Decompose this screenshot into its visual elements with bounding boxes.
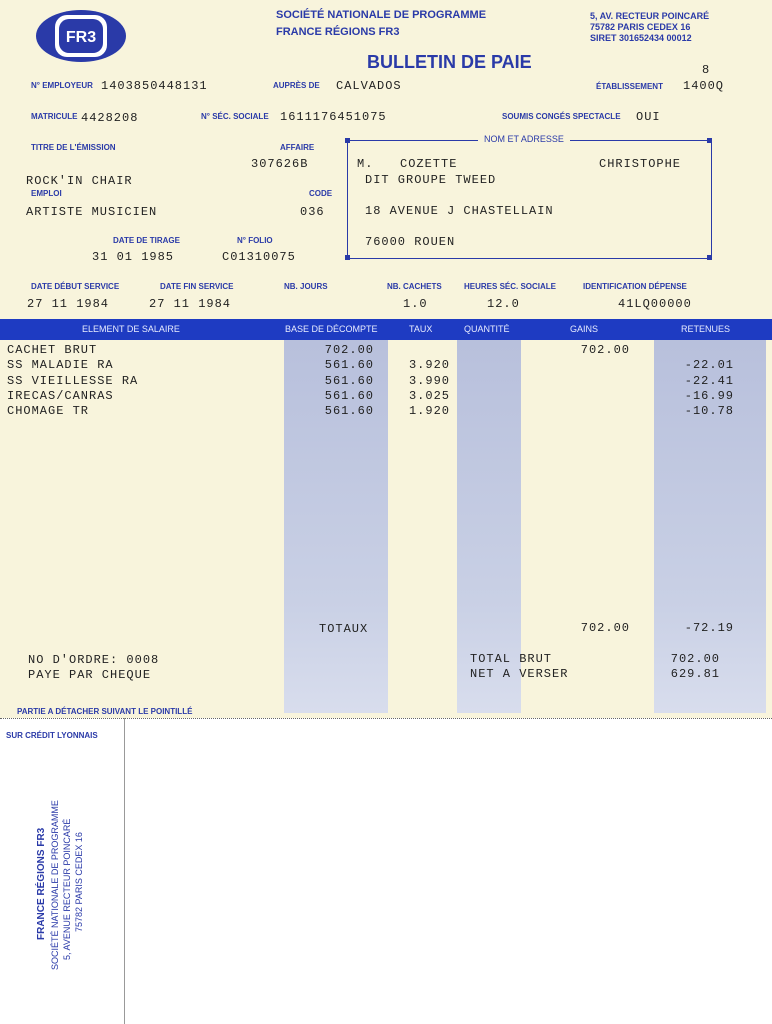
address-surname: COZETTE: [400, 157, 458, 171]
company-brand: FRANCE RÉGIONS FR3: [276, 26, 400, 38]
row-element: SS VIEILLESSE RA: [7, 374, 139, 388]
address-label: NOM ET ADRESSE: [478, 134, 570, 144]
address-line4: 76000 ROUEN: [365, 235, 456, 249]
document-title: BULLETIN DE PAIE: [367, 52, 532, 72]
conges-label: SOUMIS CONGÉS SPECTACLE: [502, 112, 621, 121]
row-taux: 3.025: [408, 389, 450, 403]
stub-address: 5, AVENUE RECTEUR POINCARÉ: [62, 818, 72, 960]
cachets-label: NB. CACHETS: [387, 282, 442, 291]
folio-label: N° FOLIO: [237, 236, 273, 245]
secu-value: 1611176451075: [280, 110, 387, 124]
affaire-value: 307626B: [251, 157, 309, 171]
row-base: 561.60: [324, 374, 374, 388]
detach-note: PARTIE A DÉTACHER SUIVANT LE POINTILLÉ: [17, 707, 193, 716]
matricule-value: 4428208: [81, 111, 139, 125]
row-retenues: -22.41: [684, 374, 734, 388]
company-siret: SIRET 301652434 00012: [590, 33, 692, 43]
bank-name: SUR CRÉDIT LYONNAIS: [6, 731, 98, 740]
address-civility: M.: [357, 157, 374, 171]
heures-label: HEURES SÉC. SOCIALE: [464, 282, 557, 291]
address-line2: DIT GROUPE TWEED: [365, 173, 497, 187]
row-retenues: -10.78: [684, 404, 734, 418]
totaux-label: TOTAUX: [319, 622, 369, 636]
depense-label: IDENTIFICATION DÉPENSE: [583, 282, 687, 291]
affaire-label: AFFAIRE: [280, 143, 315, 152]
aupres-label: AUPRÈS DE: [273, 81, 320, 90]
row-element: CHOMAGE TR: [7, 404, 90, 418]
totaux-retenues: -72.19: [684, 621, 734, 635]
address-box-corner: [345, 138, 350, 143]
header-quantite: QUANTITÉ: [464, 324, 510, 334]
stub-company: SOCIÉTÉ NATIONALE DE PROGRAMME: [50, 800, 60, 970]
employer-label: N° EMPLOYEUR: [31, 81, 93, 90]
row-taux: 3.990: [408, 374, 450, 388]
secu-label: N° SÉC. SOCIALE: [201, 112, 269, 121]
code-value: 036: [300, 205, 325, 219]
fr3-logo: [34, 6, 128, 66]
total-brut-value: 702.00: [670, 652, 720, 666]
payment-method: PAYE PAR CHEQUE: [28, 668, 152, 682]
emploi-value: ARTISTE MUSICIEN: [26, 205, 158, 219]
fin-label: DATE FIN SERVICE: [160, 282, 234, 291]
net-label: NET A VERSER: [470, 667, 569, 681]
address-firstname: CHRISTOPHE: [599, 157, 682, 171]
emploi-label: EMPLOI: [31, 189, 62, 198]
emission-value: ROCK'IN CHAIR: [26, 174, 133, 188]
aupres-value: CALVADOS: [336, 79, 402, 93]
stub-city: 75782 PARIS CEDEX 16: [74, 832, 84, 932]
conges-value: OUI: [636, 110, 661, 124]
depense-value: 41LQ00000: [618, 297, 692, 311]
row-base: 561.60: [324, 358, 374, 372]
address-box-corner: [345, 255, 350, 260]
address-line3: 18 AVENUE J CHASTELLAIN: [365, 204, 554, 218]
row-element: SS MALADIE RA: [7, 358, 114, 372]
header-taux: TAUX: [409, 324, 433, 334]
ordre-number: NO D'ORDRE: 0008: [28, 653, 160, 667]
tirage-label: DATE DE TIRAGE: [113, 236, 180, 245]
table-header: [0, 319, 772, 340]
row-retenues: -22.01: [684, 358, 734, 372]
row-taux: 3.920: [408, 358, 450, 372]
net-value: 629.81: [670, 667, 720, 681]
etablissement-value: 1400Q: [683, 79, 725, 93]
stub-divider: [124, 718, 125, 1024]
row-base: 561.60: [324, 389, 374, 403]
row-gains: 702.00: [580, 343, 630, 357]
employer-value: 1403850448131: [101, 79, 208, 93]
etablissement-label: ÉTABLISSEMENT: [596, 82, 663, 91]
header-base: BASE DE DÉCOMPTE: [285, 324, 378, 334]
logo-text: FR3: [65, 29, 97, 46]
fin-value: 27 11 1984: [149, 297, 232, 311]
company-name: SOCIÉTÉ NATIONALE DE PROGRAMME: [276, 9, 487, 21]
heures-value: 12.0: [487, 297, 520, 311]
row-base: 702.00: [324, 343, 374, 357]
jours-label: NB. JOURS: [284, 282, 328, 291]
row-retenues: -16.99: [684, 389, 734, 403]
row-base: 561.60: [324, 404, 374, 418]
total-brut-label: TOTAL BRUT: [470, 652, 553, 666]
address-box-corner: [707, 255, 712, 260]
debut-value: 27 11 1984: [27, 297, 110, 311]
row-taux: 1.920: [408, 404, 450, 418]
sheet-number: 8: [702, 63, 711, 77]
row-element: CACHET BRUT: [7, 343, 98, 357]
code-label: CODE: [309, 189, 333, 198]
totaux-gains: 702.00: [580, 621, 630, 635]
matricule-label: MATRICULE: [31, 112, 78, 121]
folio-value: C01310075: [222, 250, 296, 264]
perforation-line: [0, 718, 772, 719]
row-element: IRECAS/CANRAS: [7, 389, 114, 403]
cachets-value: 1.0: [403, 297, 428, 311]
company-address: 5, AV. RECTEUR POINCARÉ: [590, 11, 710, 21]
company-city: 75782 PARIS CEDEX 16: [590, 22, 691, 32]
header-gains: GAINS: [570, 324, 599, 334]
debut-label: DATE DÉBUT SERVICE: [31, 282, 120, 291]
tirage-value: 31 01 1985: [92, 250, 175, 264]
emission-label: TITRE DE L'ÉMISSION: [31, 143, 116, 152]
header-retenues: RETENUES: [681, 324, 731, 334]
stub-brand: FRANCE RÉGIONS FR3: [36, 827, 47, 940]
address-box-corner: [707, 138, 712, 143]
header-element: ELEMENT DE SALAIRE: [82, 324, 180, 334]
